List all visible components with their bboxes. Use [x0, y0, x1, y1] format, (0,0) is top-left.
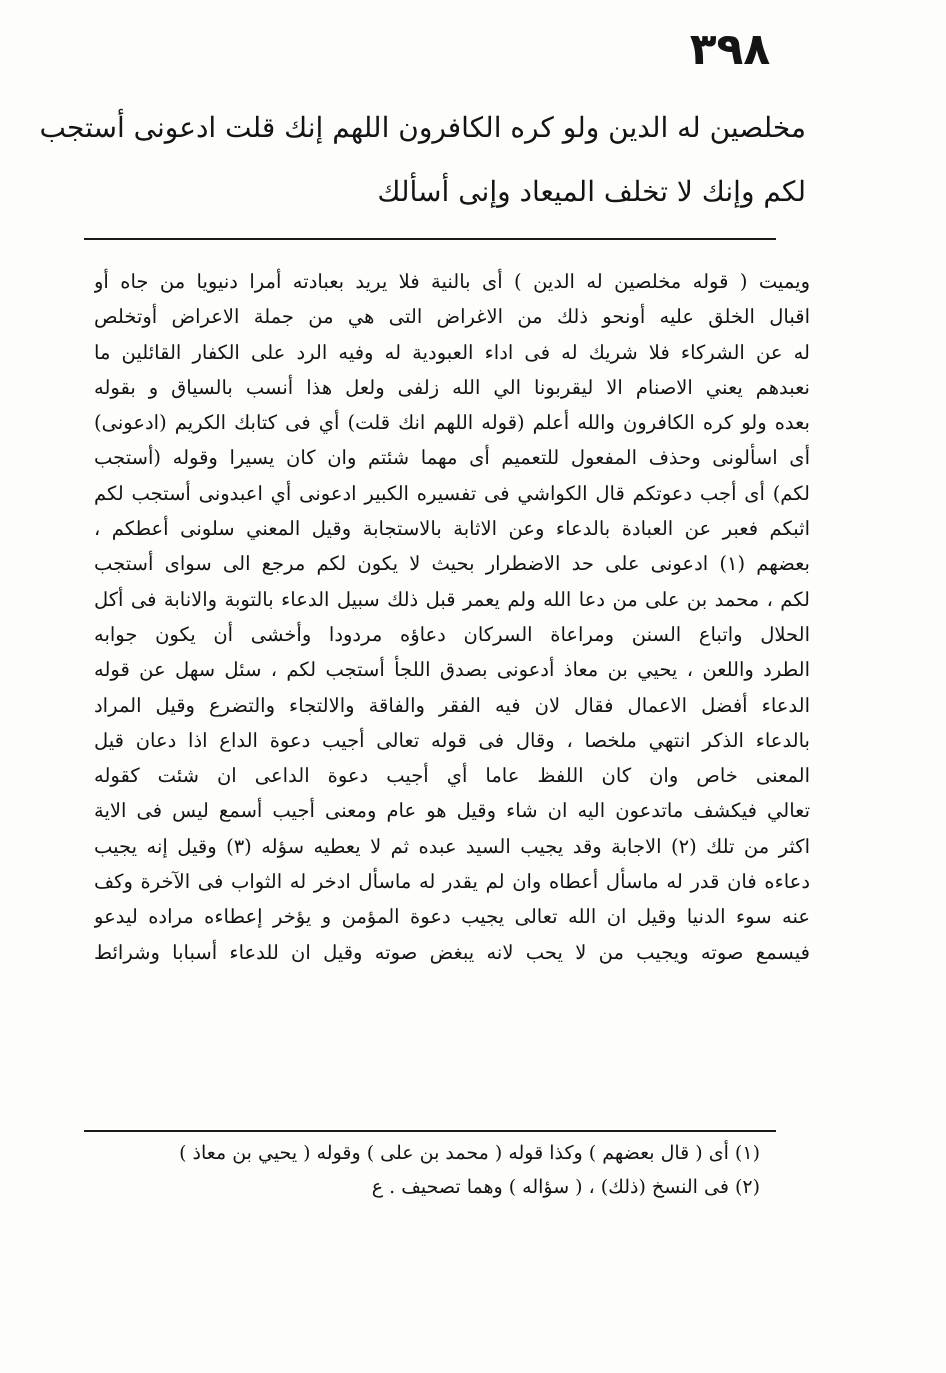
verse-line: لكم وإنك لا تخلف الميعاد وإنى أسألك [377, 175, 806, 208]
commentary-line: ويميت ( قوله مخلصين له الدين ) أى بالنية فلا يريد بعبادته أمرا دنيويا من جاه أو [94, 270, 810, 293]
commentary-line: فيسمع صوته ويجيب من لا يحب لانه يبغض صوته وقيل ان للدعاء أسبابا وشرائط [94, 940, 810, 964]
footnote-divider [84, 1130, 776, 1132]
commentary-line: دعاءه فان قدر له ماسأل أعطاه وان لم يقدر له ماسأل ادخر له الثواب فى الآخرة وكف [94, 870, 810, 894]
commentary-line: أى اسألونى وحذف المفعول للتعميم أى مهما شئتم وان كان يسيرا وقوله (أستجب [94, 446, 810, 470]
footnote: (١) أى ( قال بعضهم ) وكذا قوله ( محمد بن على ) وقوله ( يحيي بن معاذ ) [179, 1142, 760, 1164]
commentary-line: عنه سوء الدنيا وقيل ان الله تعالى يجيب دعوة المؤمن و يؤخر إعطاءه مراده ليدعو [94, 905, 810, 929]
commentary-line: المعنى خاص وان كان اللفظ عاما أي أجيب دعوة الداعى ان شئت كقوله [94, 764, 810, 788]
commentary-line: اثبكم فعبر عن العبادة بالدعاء وعن الاثابة بالاستجابة وقيل المعني سلونى أعطكم ، [94, 517, 810, 541]
commentary-line: لكم) أى أجب دعوتكم قال الكواشي فى تفسيره الكبير ادعونى أي اعبدونى أستجب لكم [94, 481, 810, 505]
footnotes-block [150, 1136, 760, 1204]
page-number: ٣٩٨ [689, 24, 771, 75]
commentary-line: تعالي فيكشف ماتدعون اليه ان شاء وقيل هو عام ومعنى أجيب أسمع ليس فى الاية [94, 799, 810, 823]
commentary-line: بعضهم (١) ادعونى على حد الاضطرار بحيث لا يكون لكم مرجع الى سواى أستجب [94, 552, 810, 576]
commentary-line: الطرد واللعن ، يحيي بن معاذ أدعونى بصدق اللجأ أستجب لكم ، سئل سهل عن قوله [94, 658, 810, 682]
commentary-line: اقبال الخلق عليه أونحو ذلك من الاغراض التى هي من جملة الاعراض أوتخلص [94, 305, 810, 329]
commentary-line: له عن الشركاء فلا شريك له فى اداء العبودية له وفيه الرد على الكفار القائلين ما [94, 340, 810, 364]
commentary-line: اكثر من تلك (٢) الاجابة وقد يجيب السيد عبده ثم لا يعطيه سؤله (٣) وقيل إنه يجيب [94, 834, 810, 858]
quran-verse-block [39, 96, 806, 224]
commentary-line: لكم ، محمد بن على من دعا الله ولم يعمر قبل ذلك سبيل الدعاء بالتوبة والانابة فى أكل [94, 587, 810, 611]
commentary-line: نعبدهم يعني الاصنام الا ليقربونا الي الله زلفى ولعل هذا أنسب بالسياق و بقوله [94, 375, 810, 399]
commentary-line: بعده ولو كره الكافرون والله أعلم (قوله اللهم انك قلت) أي فى كتابك الكريم (ادعونى) [94, 411, 810, 435]
commentary-block [94, 264, 810, 970]
top-divider [84, 238, 776, 240]
footnote: (٢) فى النسخ (ذلك) ، ( سؤاله ) وهما تصحيف . ع [371, 1176, 760, 1198]
commentary-line: بالدعاء الذكر انتهي ملخصا ، وقال فى قوله تعالى أجيب دعوة الداع اذا دعان قيل [94, 728, 810, 752]
commentary-line: الحلال واتباع السنن ومراعاة السركان دعاؤه مردودا وأخشى أن يكون جوابه [94, 622, 810, 646]
verse-line: مخلصين له الدين ولو كره الكافرون اللهم إنك قلت ادعونى أستجب [39, 111, 806, 144]
commentary-line: الدعاء أفضل الاعمال فقال لان فيه الفقر والفاقة والالتجاء والتضرع وقيل المراد [94, 693, 810, 717]
